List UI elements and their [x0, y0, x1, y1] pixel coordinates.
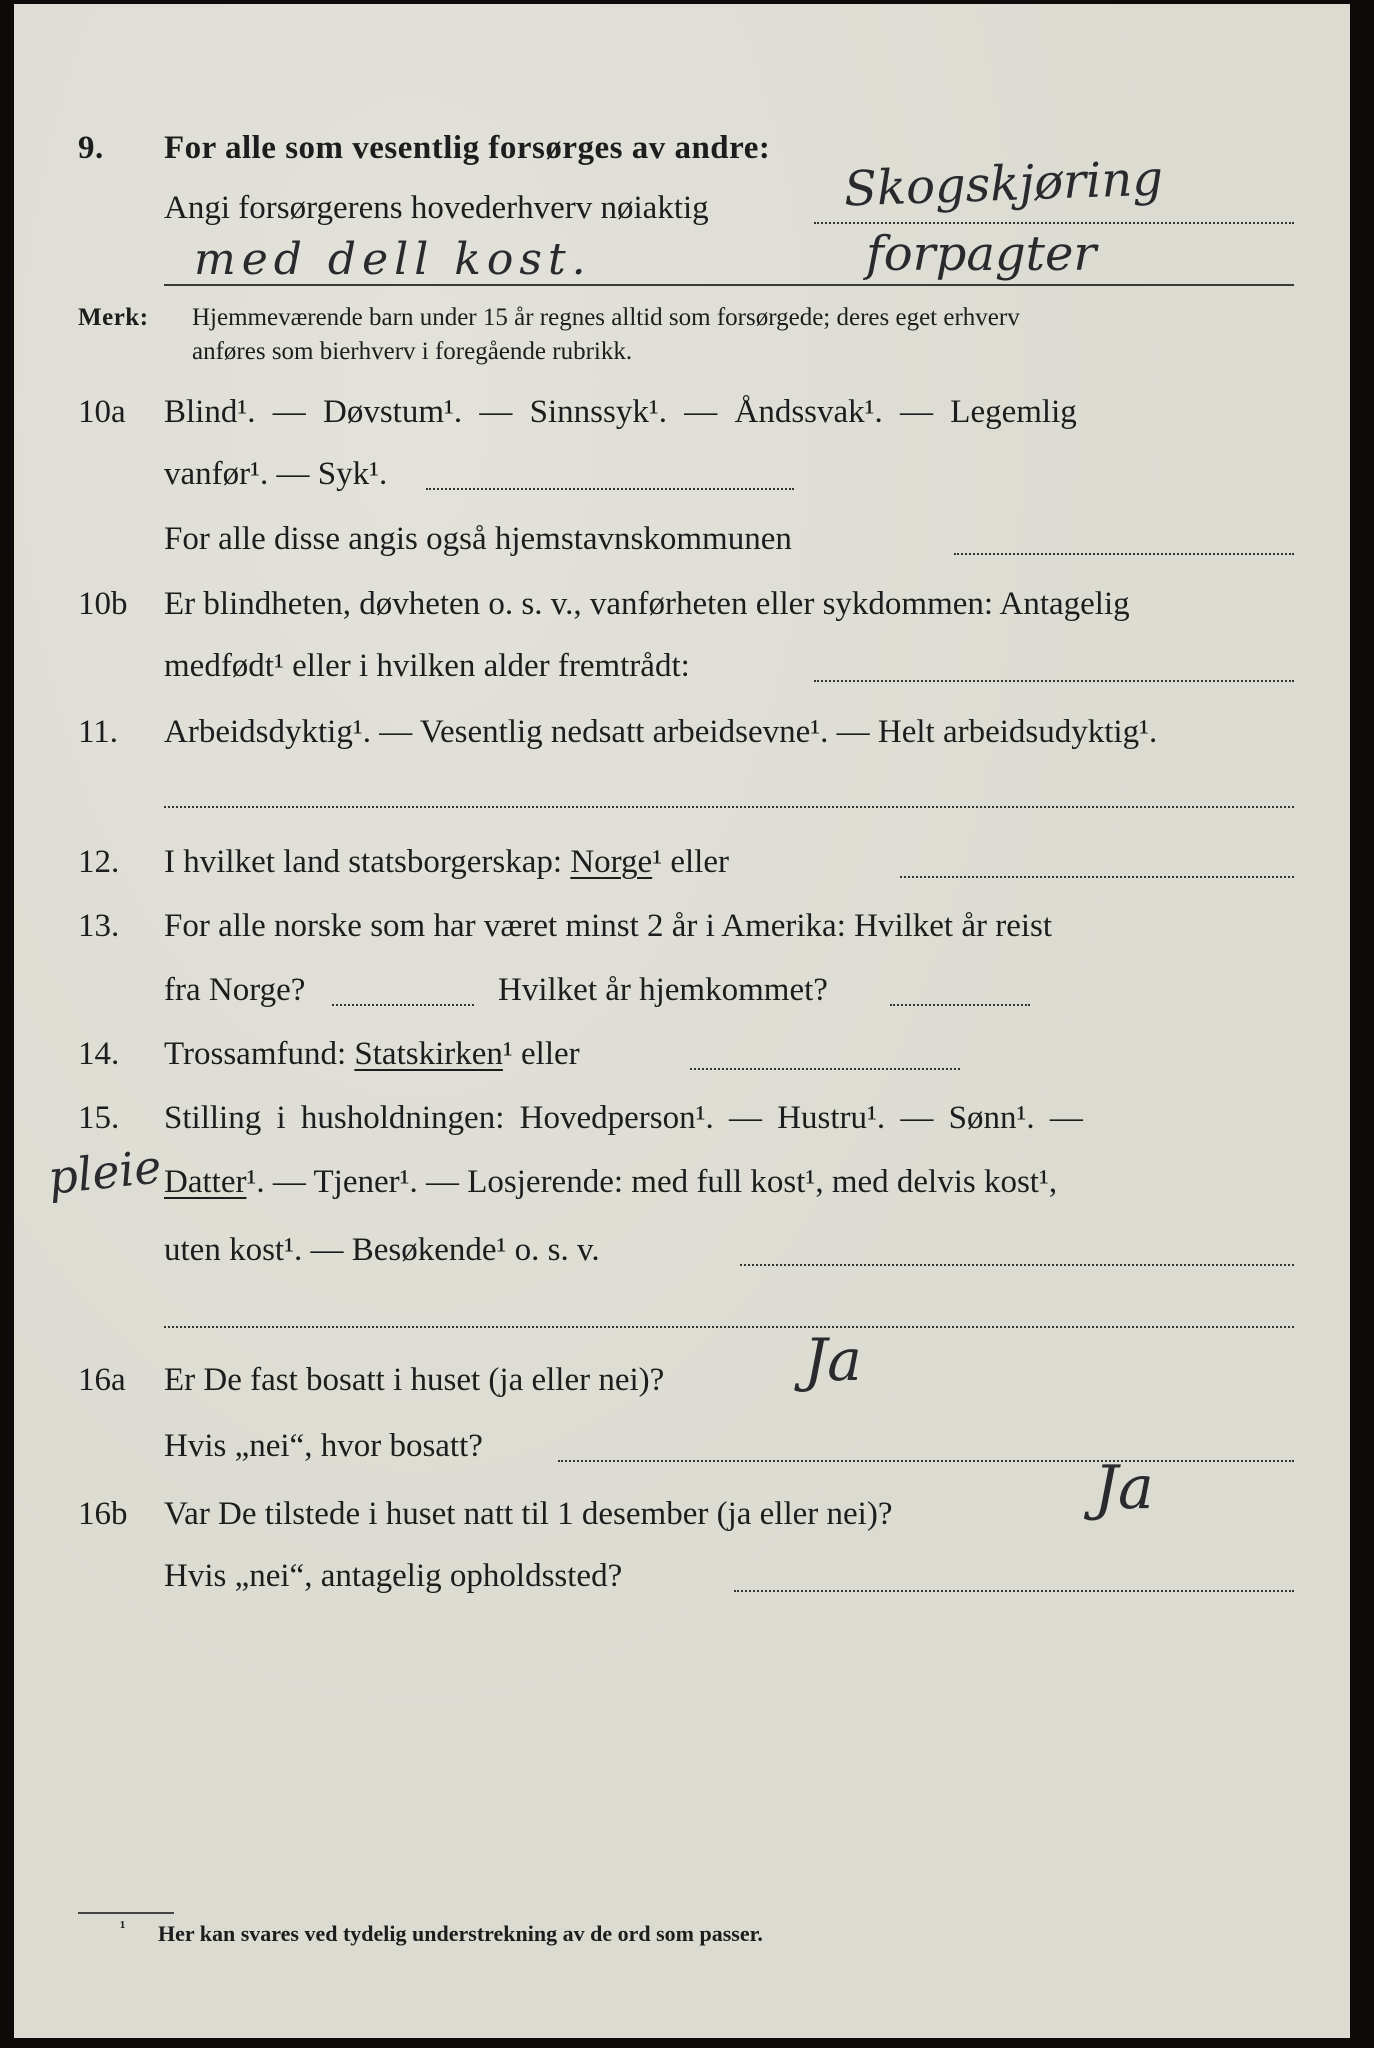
q10a-syk-line[interactable] [426, 488, 794, 490]
q16b-row-1 [14, 1453, 1350, 1538]
q12-pre: I hvilket land statsborgerskap: [164, 844, 563, 880]
q15-text-1: Stilling i husholdningen: Hovedperson¹. — Hustru¹. — Sønn¹. — [164, 1100, 1083, 1136]
q14-post: ¹ eller [502, 1036, 580, 1072]
q15-row-1 [14, 1098, 1350, 1142]
q15-text-2 [164, 1162, 1057, 1202]
q15-number: 15. [78, 1100, 120, 1136]
q15-handwritten-margin-note: pleie [45, 1139, 164, 1205]
q16b-text-2: Hvis „nei“, antagelig opholdssted? [164, 1558, 623, 1594]
q11-answer-row [14, 774, 1350, 818]
q9-number: 9. [78, 130, 104, 166]
q12-number: 12. [78, 844, 120, 880]
q9-handwritten-answer-2b: forpagter [866, 226, 1097, 282]
q15-osv-line[interactable] [740, 1264, 1294, 1266]
q16a-bosatt-line[interactable] [558, 1460, 1294, 1462]
q13-text-1: For alle norske som har været minst 2 år i Amerika: Hvilket år reist [164, 908, 1053, 944]
q16b-row-2 [14, 1556, 1350, 1600]
q10b-text-2: medfødt¹ eller i hvilken alder fremtrådt: [164, 648, 690, 684]
q10a-kommune-line[interactable] [954, 553, 1294, 555]
q13-text-2b: Hvilket år hjemkommet? [498, 972, 828, 1008]
q16b-handwritten-answer: Ja [1094, 1453, 1154, 1523]
q12-row [14, 842, 1350, 886]
q15-text-2-rest: ¹. — Tjener¹. — Losjerende: med full kost¹, med delvis kost¹, [246, 1164, 1058, 1200]
q15-text-3: uten kost¹. — Besøkende¹ o. s. v. [164, 1232, 600, 1268]
q13-text-2a: fra Norge? [164, 972, 306, 1008]
q9-answer-row-2 [14, 226, 1350, 292]
q10b-number: 10b [78, 586, 128, 622]
q14-other-line[interactable] [690, 1068, 960, 1070]
q16b-number: 16b [78, 1496, 128, 1532]
q16a-number: 16a [78, 1362, 126, 1398]
q10a-number: 10a [78, 394, 126, 430]
q13-hjemkommet-line[interactable] [890, 1004, 1030, 1006]
q10a-text-2: vanfør¹. — Syk¹. [164, 456, 388, 492]
q15-answer-line[interactable] [164, 1326, 1294, 1328]
q16a-row-1 [14, 1326, 1350, 1404]
q14-pre: Trossamfund: [164, 1036, 347, 1072]
q10a-row-2 [14, 454, 1350, 498]
q16a-handwritten-answer: Ja [804, 1326, 862, 1394]
q10b-row-2 [14, 646, 1350, 690]
q13-row-2 [14, 970, 1350, 1014]
q10a-text-1: Blind¹. — Døvstum¹. — Sinnssyk¹. — Åndssvak¹. — Legemlig [164, 394, 1077, 430]
q16a-text-1: Er De fast bosatt i huset (ja eller nei)? [164, 1362, 665, 1398]
q12-selected-norge[interactable]: Norge [570, 844, 653, 880]
census-form-page [14, 4, 1350, 2038]
q12-text [164, 842, 729, 882]
q15-selected-datter[interactable]: Datter [164, 1164, 247, 1200]
q14-number: 14. [78, 1036, 120, 1072]
q10b-text-1: Er blindheten, døvheten o. s. v., vanførheten eller sykdommen: Antagelig [164, 586, 1130, 622]
q12-post: ¹ eller [652, 844, 729, 880]
merk-label: Merk: [78, 304, 149, 331]
q9-handwritten-answer-2a: med dell kost. [194, 234, 592, 285]
q9-answer-line-1[interactable] [814, 222, 1294, 224]
footnote-mark: ¹ [120, 1917, 126, 1937]
q13-reist-line[interactable] [332, 1004, 474, 1006]
q10a-row-1 [14, 392, 1350, 436]
q15-answer-row [14, 1292, 1350, 1336]
q11-text: Arbeidsdyktig¹. — Vesentlig nedsatt arbeidsevne¹. — Helt arbeidsudyktig¹. [164, 714, 1158, 750]
q16b-text-1: Var De tilstede i huset natt til 1 desember (ja eller nei)? [164, 1496, 893, 1532]
q12-other-line[interactable] [900, 876, 1294, 878]
q9-label: Angi forsørgerens hovederhverv nøiaktig [164, 190, 709, 226]
q11-answer-line[interactable] [164, 806, 1294, 808]
q10a-text-3: For alle disse angis også hjemstavnskommunen [164, 521, 792, 557]
q13-row-1 [14, 906, 1350, 950]
q14-row [14, 1034, 1350, 1078]
footnote-rule [78, 1912, 174, 1914]
q13-number: 13. [78, 908, 120, 944]
q9-title: For alle som vesentlig forsørges av andre: [164, 130, 771, 166]
q15-row-2 [14, 1139, 1350, 1206]
q9-handwritten-answer-1: Skogskjøring [843, 150, 1164, 218]
q16a-text-2: Hvis „nei“, hvor bosatt? [164, 1428, 483, 1464]
q10b-alder-line[interactable] [814, 680, 1294, 682]
q9-label-row [14, 150, 1350, 232]
q14-selected-statskirken[interactable]: Statskirken [354, 1036, 503, 1072]
q14-text [164, 1034, 580, 1074]
merk-row-2 [14, 336, 1350, 380]
footnote-text: Her kan svares ved tydelig understrekning av de ord som passer. [158, 1921, 763, 1946]
merk-text-2: anføres som bierhverv i foregående rubrikk. [192, 338, 633, 365]
merk-text-1: Hjemmeværende barn under 15 år regnes alltid som forsørgede; deres eget erhverv [192, 304, 1020, 331]
q11-number: 11. [78, 714, 119, 750]
q16b-opholdssted-line[interactable] [734, 1590, 1294, 1592]
q15-row-3 [14, 1230, 1350, 1274]
q10a-row-3 [14, 519, 1350, 563]
q11-row [14, 712, 1350, 756]
q10b-row-1 [14, 584, 1350, 628]
